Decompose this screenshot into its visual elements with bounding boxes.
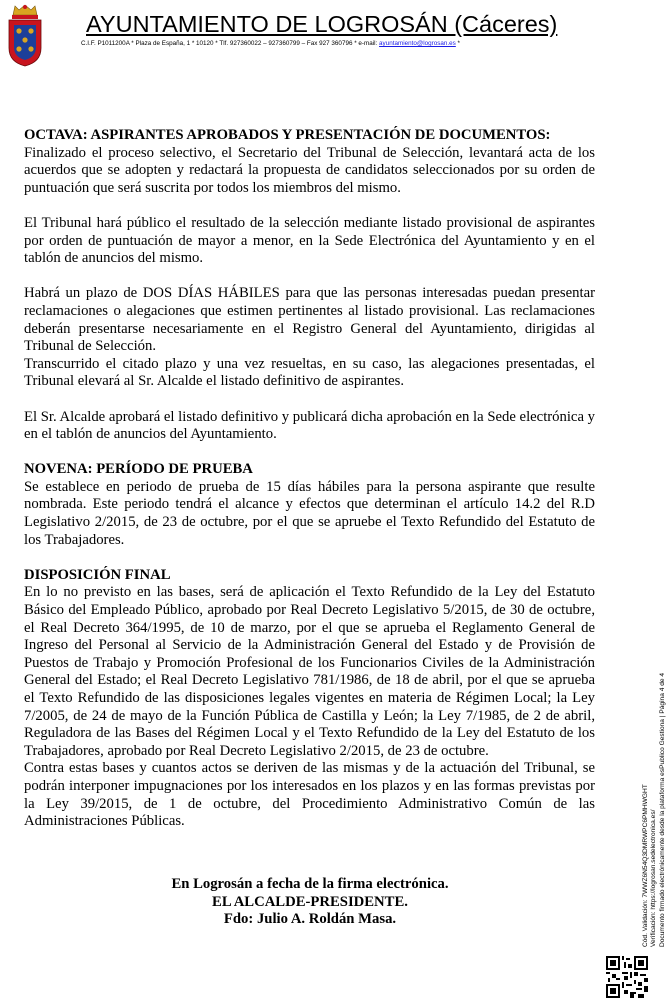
- signature-block: [0, 876, 620, 929]
- coat-of-arms-logo: [5, 2, 45, 68]
- signature-role: EL ALCALDE-PRESIDENTE.: [212, 893, 408, 910]
- paragraph: El Tribunal hará público el resultado de la selección mediante listado provisional de aspirantes por orden de puntuación de mayor a menor, en la Sede Electrónica del Ayuntamiento y en el tablón de anuncios del mismo.: [24, 214, 595, 267]
- paragraph: Habrá un plazo de DOS DÍAS HÁBILES para que las personas interesadas puedan presentar reclamaciones o alegaciones que estimen pertinentes al listado provisional. Las reclamaciones deberán presentarse necesariamente en el Registro General del Ayuntamiento, dirigidas al Tribunal de Selección.: [24, 285, 595, 355]
- document-body: [24, 127, 595, 831]
- side-note-line: Cód. Validación: 7WWZ6N54Q3DMRWPC6PMHWGHT: [642, 784, 649, 947]
- paragraph: Se establece en periodo de prueba de 15 días hábiles para la persona aspirante que resulte nombrada. Este periodo tendrá el alcance y efectos que determinan el artículo 14.2 del R.D Legislativo 2/2015, de 23 de octubre, por el que se apruebe el Texto Refundido del Estatuto de los Trabajadores.: [24, 478, 595, 548]
- organization-title: AYUNTAMIENTO DE LOGROSÁN (Cáceres): [86, 11, 558, 37]
- electronic-signature-note: [642, 627, 667, 947]
- paragraph: Finalizado el proceso selectivo, el Secretario del Tribunal de Selección, levantará acta de los acuerdos que se adopten y redactará la propuesta de candidatos seleccionados por su orden de puntuación que será suscrita por todos los miembros del mismo.: [24, 144, 595, 196]
- side-note-line: Documento firmado electrónicamente desde la plataforma esPublico Gestiona | Página 4 de 4: [658, 672, 666, 947]
- side-note-line[interactable]: Verificación: https://logrosan.sedelectronica.es/: [650, 809, 658, 947]
- contact-details: C.I.F. P1011200A * Plaza de España, 1 * 10120 * Tlf. 927360022 – 927360799 – Fax 927 360796 * e-mail:: [81, 40, 380, 47]
- paragraph: El Sr. Alcalde aprobará el listado definitivo y publicará dicha aprobación en la Sede electrónica y en el tablón de anuncios del Ayuntamiento.: [24, 408, 595, 443]
- section-heading-disposicion-final: DISPOSICIÓN FINAL: [24, 566, 171, 583]
- paragraph: Contra estas bases y cuantos actos se deriven de las mismas y de la actuación del Tribunal, se podrán interponer impugnaciones por los interesados en los plazos y en las formas previstas por la Ley 39/2015, de 1 de octubre, del Procedimiento Administrativo Común de las Administraciones Públicas.: [24, 760, 595, 830]
- paragraph: Transcurrido el citado plazo y una vez resueltas, en su caso, las alegaciones presentadas, el Tribunal elevará al Sr. Alcalde el listado definitivo de aspirantes.: [24, 355, 595, 390]
- email-link[interactable]: ayuntamiento@logrosan.es: [379, 40, 456, 47]
- qr-code-icon: [606, 956, 648, 998]
- organization-contact-line: [81, 39, 561, 48]
- paragraph: En lo no previsto en las bases, será de aplicación el Texto Refundido de la Ley del Estatuto Básico del Empleado Público, aprobado por Real Decreto Legislativo 5/2015, de 30 de octubre, el Real Decreto 364/1995, de 10 de marzo, por el que se aprueba el Reglamento General de Ingreso del Personal al Servicio de la Administración General del Estado y de Provisión de Puestos de Trabajo y Promoción Profesional de los Funcionarios Civiles de la Administración General del Estado; el Real Decreto Legislativo 781/1986, de 18 de abril, por el que se aprueba el Texto Refundido de las disposiciones legales vigentes en materia de Régimen Local; la Ley 7/2005, de 24 de mayo de la Función Pública de Castilla y León; la Ley 7/1985, de 2 de abril, Reguladora de las Bases del Régimen Local y el Texto Refundido de la Ley del Estatuto de los Trabajadores, aprobado por Real Decreto Legislativo 2/2015, de 23 de octubre.: [24, 584, 595, 759]
- section-heading-octava: OCTAVA: ASPIRANTES APROBADOS Y PRESENTACIÓN DE DOCUMENTOS:: [24, 127, 551, 143]
- section-heading-novena: NOVENA: PERÍODO DE PRUEBA: [24, 461, 253, 478]
- signature-name: Fdo: Julio A. Roldán Masa.: [223, 911, 397, 927]
- contact-end: *: [455, 40, 461, 47]
- signature-date-line: En Logrosán a fecha de la firma electrónica.: [171, 876, 449, 892]
